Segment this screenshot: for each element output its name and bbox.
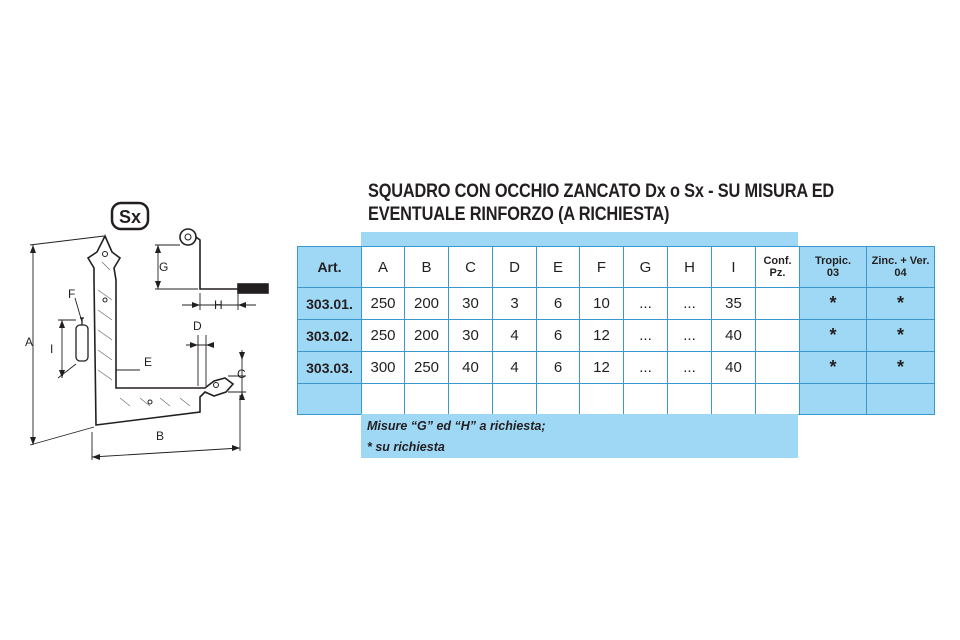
table-cell: ...: [668, 320, 712, 352]
table-cell: 6: [537, 320, 580, 352]
table-cell: 40: [449, 352, 493, 384]
product-title: [368, 180, 850, 226]
column-header: D: [493, 247, 537, 288]
table-cell: ...: [624, 352, 668, 384]
table-cell: ...: [624, 320, 668, 352]
table-cell: 6: [537, 352, 580, 384]
table-cell: 40: [712, 352, 756, 384]
column-header: A: [362, 247, 405, 288]
table-cell: 12: [580, 320, 624, 352]
note-line-2: * su richiesta: [367, 440, 445, 454]
column-header: Art.: [298, 247, 362, 288]
column-header: B: [405, 247, 449, 288]
table-cell: [624, 384, 668, 415]
table-cell: 40: [712, 320, 756, 352]
table-cell: ...: [624, 288, 668, 320]
table-cell: *: [800, 320, 867, 352]
spec-table: [297, 246, 935, 415]
rivet-hole: [103, 252, 108, 257]
table-cell: *: [800, 352, 867, 384]
table-cell: [405, 384, 449, 415]
table-row: [298, 320, 935, 352]
table-cell: [580, 384, 624, 415]
label-h: H: [214, 298, 223, 312]
table-cell: [449, 384, 493, 415]
table-cell: [298, 384, 362, 415]
table-cell: 303.01.: [298, 288, 362, 320]
table-cell: *: [867, 352, 935, 384]
table-row-empty: [298, 384, 935, 415]
dimension-d: [186, 335, 214, 386]
label-g: G: [159, 260, 169, 274]
table-cell: [800, 384, 867, 415]
table-cell: [756, 384, 800, 415]
product-title-line-2: EVENTUALE RINFORZO (A RICHIESTA): [368, 204, 670, 225]
table-cell: 30: [449, 288, 493, 320]
column-header: Zinc. + Ver. 04: [867, 247, 935, 288]
table-cell: 200: [405, 288, 449, 320]
table-cell: 303.03.: [298, 352, 362, 384]
rivet-hole: [148, 400, 152, 404]
table-header-band: [361, 232, 798, 246]
table-cell: 3: [493, 288, 537, 320]
column-header: C: [449, 247, 493, 288]
label-c: C: [237, 367, 246, 381]
table-cell: 12: [580, 352, 624, 384]
eye-profile-detail: [180, 229, 268, 293]
table-cell: [493, 384, 537, 415]
column-header: Conf. Pz.: [756, 247, 800, 288]
table-cell: 250: [405, 352, 449, 384]
table-cell: [362, 384, 405, 415]
table-cell: 35: [712, 288, 756, 320]
table-cell: [712, 384, 756, 415]
column-header: E: [537, 247, 580, 288]
rivet-hole: [103, 298, 107, 302]
column-header: I: [712, 247, 756, 288]
notes-box: [361, 414, 798, 458]
table-header-row: [298, 247, 935, 288]
table-cell: *: [800, 288, 867, 320]
technical-drawing: [0, 0, 300, 470]
table-cell: [756, 352, 800, 384]
column-header: G: [624, 247, 668, 288]
table-cell: ...: [668, 352, 712, 384]
table-cell: [756, 288, 800, 320]
table-cell: 4: [493, 352, 537, 384]
leader-f: [75, 298, 82, 322]
side-badge-label: Sx: [118, 207, 142, 227]
table-cell: 300: [362, 352, 405, 384]
column-header: H: [668, 247, 712, 288]
table-cell: [756, 320, 800, 352]
table-cell: 250: [362, 320, 405, 352]
table-cell: [537, 384, 580, 415]
table-row: [298, 288, 935, 320]
table-cell: 4: [493, 320, 537, 352]
table-cell: 6: [537, 288, 580, 320]
table-cell: [867, 384, 935, 415]
label-f: F: [68, 287, 76, 301]
label-d: D: [193, 319, 202, 333]
table-cell: [668, 384, 712, 415]
product-title-line-1: SQUADRO CON OCCHIO ZANCATO Dx o Sx - SU MISURA ED: [368, 181, 835, 202]
label-e: E: [144, 355, 153, 369]
label-b: B: [156, 429, 165, 443]
column-header: F: [580, 247, 624, 288]
table-cell: *: [867, 288, 935, 320]
table-cell: *: [867, 320, 935, 352]
table-row: [298, 352, 935, 384]
column-header: Tropic. 03: [800, 247, 867, 288]
hinge-eye: [76, 318, 88, 361]
label-a: A: [25, 335, 34, 349]
dimension-i: [58, 320, 76, 378]
rivet-hole: [214, 383, 219, 388]
table-cell: 200: [405, 320, 449, 352]
table-cell: ...: [668, 288, 712, 320]
note-line-1: Misure “G” ed “H” a richiesta;: [367, 419, 546, 433]
table-cell: 10: [580, 288, 624, 320]
table-cell: 250: [362, 288, 405, 320]
label-i: I: [50, 342, 54, 356]
table-cell: 30: [449, 320, 493, 352]
table-cell: 303.02.: [298, 320, 362, 352]
